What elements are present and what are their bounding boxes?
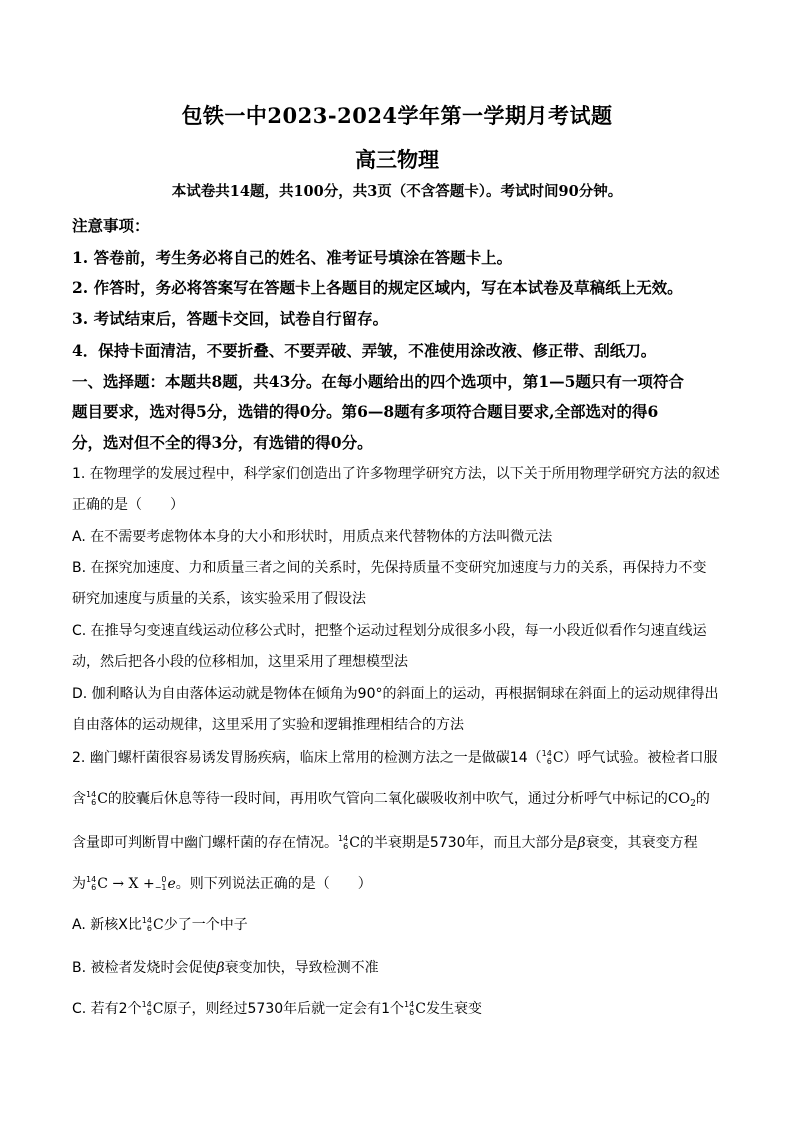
nuclide-c14: 14 6 <box>86 875 97 892</box>
decay-equation: C → X + <box>97 876 155 892</box>
q1-stem-line-1: 1. 在物理学的发展过程中，科学家们创造出了许多物理学研究方法，以下关于所用物理学研究方法的叙述 <box>72 466 720 482</box>
q1-option-b-line-1: B. 在探究加速度、力和质量三者之间的关系时，先保持质量不变研究加速度与力的关系，再保持力不变 <box>72 560 707 576</box>
q2-option-b: B. 被检者发烧时会促使β衰变加快，导致检测不准 <box>72 960 379 976</box>
section1-line-1: 一、选择题：本题共8题，共43分。在每小题给出的四个选项中，第1—5题只有一项符合 <box>72 372 684 391</box>
note-item-2: 2. 作答时，务必将答案写在答题卡上各题目的规定区域内，写在本试卷及草稿纸上无效。 <box>72 278 683 297</box>
q2-stem-line-3: 含量即可判断胃中幽门螺杆菌的存在情况。 14 6 C的半衰期是5730年，而且大部分是β衰变，其衰变方程 <box>72 834 698 851</box>
beta-symbol: β <box>577 835 586 851</box>
nuclide-c14: 14 6 <box>541 749 552 766</box>
nuclide-c14: 14 6 <box>141 1000 152 1017</box>
q1-option-d-line-1: D. 伽利略认为自由落体运动就是物体在倾角为90°的斜面上的运动，再根据铜球在斜面上的运动规律得出 <box>72 686 719 702</box>
section1-line-2: 题目要求，选对得5分，选错的得0分。第6—8题有多项符合题目要求,全部选对的得6 <box>72 402 659 421</box>
q1-option-d-line-2: 自由落体的运动规律，这里采用了实验和逻辑推理相结合的方法 <box>72 717 464 733</box>
note-item-3: 3. 考试结束后，答题卡交回，试卷自行留存。 <box>72 309 389 328</box>
q1-option-c-line-2: 动，然后把各小段的位移相加，这里采用了理想模型法 <box>72 654 408 670</box>
nuclide-c14: 14 6 <box>338 834 349 851</box>
subject-title: 高三物理 <box>355 147 439 172</box>
nuclide-c14: 14 6 <box>404 1000 415 1017</box>
exam-title: 包铁一中2023-2024学年第一学期月考试题 <box>181 103 613 128</box>
exam-info: 本试卷共14题，共100分，共3页（不含答题卡）。考试时间90分钟。 <box>171 183 623 200</box>
q1-stem-line-2: 正确的是（ ） <box>72 497 184 513</box>
q1-option-c-line-1: C. 在推导匀变速直线运动位移公式时，把整个运动过程划分成很多小段，每一小段近似看作匀速直线运 <box>72 623 707 639</box>
co2-formula: $CO_2$ <box>667 791 696 809</box>
notes-heading: 注意事项： <box>72 216 150 235</box>
q2-option-c: C. 若有2个 14 6 C原子，则经过5730年后就一定会有1个 14 6 C发生衰变 <box>72 1000 482 1017</box>
nuclide-c14: 14 6 <box>141 916 153 933</box>
q2-stem-line-2: 含 14 6 C的胶囊后休息等待一段时间，再用吹气管向二氧化碳吸收剂中吹气，通过分析呼气中标记的$CO_2$的 <box>72 790 710 809</box>
q1-option-b-line-2: 研究加速度与质量的关系，该实验采用了假设法 <box>72 591 366 607</box>
nuclide-electron: 0 −1 <box>154 875 167 892</box>
q2-stem-line-4: 为 14 6 C → X + 0 −1 e。则下列说法正确的是（ ） <box>72 875 372 892</box>
q2-stem-line-1: 2. 幽门螺杆菌很容易诱发胃肠疾病，临床上常用的检测方法之一是做碳14（ 14 6 C）呼气试验。被检者口服 <box>72 749 718 766</box>
section1-line-3: 分，选对但不全的得3分，有选错的得0分。 <box>72 433 373 452</box>
beta-symbol: β <box>216 960 225 976</box>
note-item-1: 1. 答卷前，考生务必将自己的姓名、准考证号填涂在答题卡上。 <box>72 248 513 267</box>
q1-option-a: A. 在不需要考虑物体本身的大小和形状时，用质点来代替物体的方法叫微元法 <box>72 529 553 545</box>
note-item-4: 4．保持卡面清洁，不要折叠、不要弄破、弄皱，不准使用涂改液、修正带、刮纸刀。 <box>72 341 657 360</box>
nuclide-c14: 14 6 <box>86 790 97 807</box>
q2-option-a: A. 新核X比 14 6 C少了一个中子 <box>72 916 248 933</box>
